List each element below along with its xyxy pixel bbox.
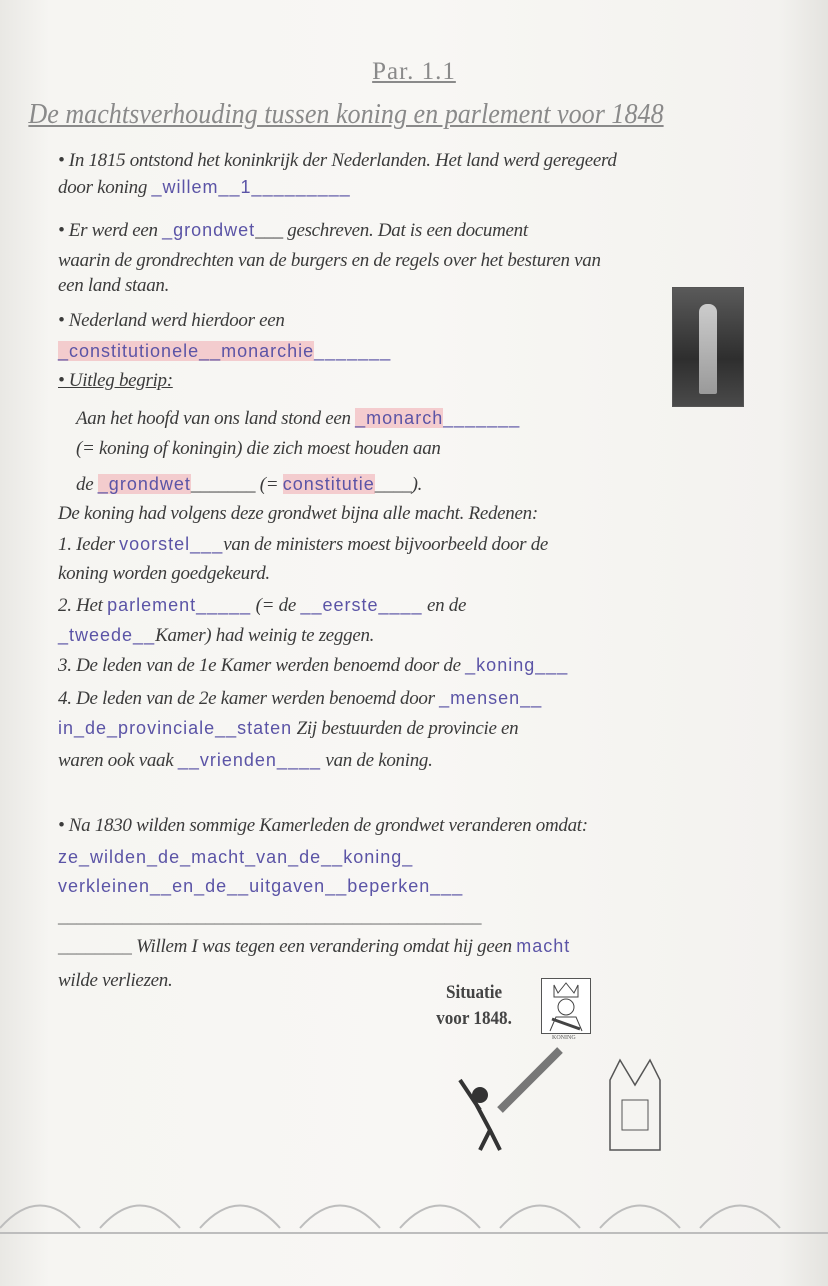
blank: _______ [314, 341, 392, 361]
text-line: een land staan. [58, 275, 170, 296]
answer-parlement: parlement_____ [107, 595, 252, 615]
text-line [58, 655, 568, 677]
answer-reden-1: ze_wilden_de_macht_van_de__koning_ [58, 847, 414, 867]
text: ___ geschreven. Dat is een document [255, 220, 528, 241]
ornamental-border [0, 1178, 828, 1244]
cartoon-illustration [450, 1040, 750, 1160]
text: • Er werd een [58, 220, 163, 241]
text-line [58, 718, 518, 740]
section-heading: • Uitleg begrip: [58, 370, 173, 391]
answer-vrienden: __vrienden____ [177, 750, 321, 770]
page-title: De machtsverhouding tussen koning en parlement voor 1848 [28, 98, 664, 130]
answer-reden-2: verkleinen__en_de__uitgaven__beperken___ [58, 876, 464, 896]
text-line [58, 534, 548, 556]
text: de [76, 474, 98, 495]
answer-eerste: __eerste____ [300, 595, 423, 615]
text-line [76, 408, 520, 430]
text-line: • Nederland werd hierdoor een [58, 310, 285, 331]
answer-staatsvorm: _constitutionele__monarchie [58, 341, 315, 361]
caption-line: Situatie [446, 982, 503, 1003]
text: van de ministers moest bijvoorbeeld door de [223, 534, 549, 555]
text: 2. Het [58, 595, 108, 616]
answer-grondwet: _grondwet [162, 220, 256, 240]
answer-voorstel: voorstel___ [119, 534, 224, 554]
text-line [58, 177, 351, 199]
answer-koning-2: _koning___ [465, 655, 569, 675]
text-line [58, 688, 542, 710]
answer-tweede: _tweede__ [58, 625, 156, 645]
text-line [58, 595, 466, 617]
text: 4. De leden van de 2e kamer werden benoemd door [58, 688, 440, 709]
text-line: • Na 1830 wilden sommige Kamerleden de grondwet veranderen omdat: [58, 815, 588, 836]
text-line: • In 1815 ontstond het koninkrijk der Nederlanden. Het land werd geregeerd [58, 150, 617, 171]
text-line [58, 750, 433, 772]
text: 3. De leden van de 1e Kamer werden benoemd door de [58, 655, 466, 676]
blank-line: ______________________________________________ [58, 906, 482, 927]
text: ____). [374, 474, 423, 495]
answer-provinciale-staten: in_de_provinciale__staten [58, 718, 293, 738]
caption-line: voor 1848. [436, 1008, 512, 1029]
answer-line [58, 876, 463, 898]
text: 1. Ieder [58, 534, 120, 555]
text: van de koning. [320, 750, 433, 771]
text-line: De koning had volgens deze grondwet bijna alle macht. Redenen: [58, 503, 538, 524]
paragraph-number: Par. 1.1 [372, 58, 456, 85]
text-line: wilde verliezen. [58, 970, 173, 991]
text: (= de [251, 595, 301, 616]
text: Zij bestuurden de provincie en [292, 718, 519, 739]
answer-monarch: _monarch [355, 408, 444, 428]
text-line: koning worden goedgekeurd. [58, 563, 270, 584]
answer-grondwet-2: _grondwet [97, 474, 191, 494]
figure-caption [436, 980, 512, 1032]
text: waren ook vaak [58, 750, 178, 771]
text-line: waarin de grondrechten van de burgers en de regels over het besturen van [58, 250, 601, 271]
text-line: (= koning of koningin) die zich moest houden aan [76, 438, 441, 459]
text-line [58, 625, 374, 647]
card-label: KONING [552, 1035, 576, 1041]
text-line [58, 936, 570, 958]
answer-mensen: _mensen__ [439, 688, 543, 708]
blank: _______ [443, 408, 521, 428]
text: _______ (= [190, 474, 283, 495]
answer-koning: _willem__1_________ [151, 177, 351, 197]
portrait-willem-i [672, 287, 744, 407]
text-line [58, 341, 391, 363]
text: en de [422, 595, 467, 616]
answer-line [58, 846, 413, 869]
king-card-icon [541, 978, 591, 1034]
answer-constitutie: constitutie [282, 474, 375, 494]
blank: ________ [58, 936, 137, 957]
text: Kamer) had weinig te zeggen. [155, 625, 375, 646]
text-line [76, 474, 422, 496]
text: Aan het hoofd van ons land stond een [76, 408, 356, 429]
text: Willem I was tegen een verandering omdat hij geen [136, 936, 517, 957]
text: door koning [58, 177, 152, 198]
text-line [58, 220, 528, 242]
answer-macht: macht [516, 936, 571, 956]
